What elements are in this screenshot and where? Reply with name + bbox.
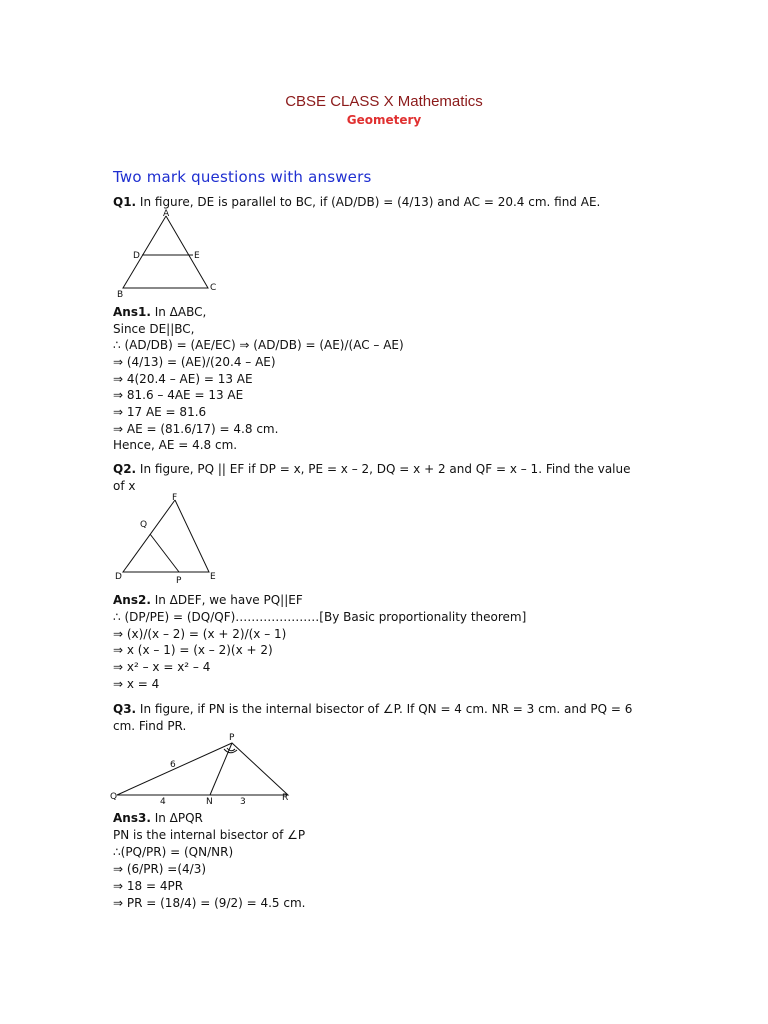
answer-3-intro: In ΔPQR — [150, 811, 203, 825]
triangle-def-outline — [123, 500, 209, 572]
label-e: E — [210, 572, 216, 582]
segment-pq — [150, 534, 179, 572]
answer-1-heading — [113, 304, 206, 321]
answer-2-line: ⇒ (x)/(x – 2) = (x + 2)/(x – 1) — [113, 627, 287, 641]
question-1-label: Q1. — [113, 195, 137, 209]
question-3-text: In figure, if PN is the internal bisector of ∠P. If QN = 4 cm. NR = 3 cm. and PQ = 6 cm. Find PR. — [113, 702, 633, 733]
label-q: Q — [140, 520, 148, 530]
answer-3-line: PN is the internal bisector of ∠P — [113, 828, 306, 842]
label-c: C — [210, 283, 217, 293]
label-q: Q — [110, 792, 118, 802]
answer-3-line: ⇒ (6/PR) =(4/3) — [113, 862, 207, 876]
label-six: 6 — [170, 760, 176, 770]
label-r: R — [282, 793, 289, 803]
label-d: D — [133, 251, 140, 261]
answer-1-line: Hence, AE = 4.8 cm. — [113, 438, 238, 452]
answer-2-line: ∴ (DP/PE) = (DQ/QF)…………………[By Basic proportionality theorem] — [113, 610, 527, 624]
answer-1-line: ⇒ 81.6 – 4AE = 13 AE — [113, 388, 244, 402]
document-title: CBSE CLASS X Mathematics — [285, 93, 483, 110]
answer-2-heading — [113, 592, 303, 609]
label-n: N — [206, 797, 213, 807]
answer-1-line: ∴ (AD/DB) = (AE/EC) ⇒ (AD/DB) = (AE)/(AC – AE) — [113, 338, 404, 352]
question-2 — [113, 461, 643, 495]
label-e: E — [194, 251, 200, 261]
angle-mark-p-inner — [227, 748, 235, 751]
answer-3-line: ∴(PQ/PR) = (QN/NR) — [113, 845, 234, 859]
figure-triangle-abc — [113, 208, 243, 300]
answer-1-line: Since DE||BC, — [113, 322, 195, 336]
section-heading: Two mark questions with answers — [113, 168, 372, 186]
triangle-pqr-outline — [117, 743, 288, 795]
document-subtitle: Geometery — [346, 113, 422, 127]
answer-1-label: Ans1. — [113, 305, 151, 319]
answer-3-label: Ans3. — [113, 811, 151, 825]
answer-2-line: ⇒ x² – x = x² – 4 — [113, 660, 211, 674]
answer-2-intro: In ΔDEF, we have PQ||EF — [150, 593, 303, 607]
label-three: 3 — [240, 797, 246, 807]
question-1-text: In figure, DE is parallel to BC, if (AD/DB) = (4/13) and AC = 20.4 cm. find AE. — [136, 195, 601, 209]
label-p: P — [176, 576, 182, 586]
answer-3-line: ⇒ PR = (18/4) = (9/2) = 4.5 cm. — [113, 896, 306, 910]
answer-2-line: ⇒ x (x – 1) = (x – 2)(x + 2) — [113, 643, 273, 657]
answer-1-line: ⇒ 17 AE = 81.6 — [113, 405, 207, 419]
label-d: D — [115, 572, 122, 582]
answer-3-heading — [113, 810, 203, 827]
question-2-text: In figure, PQ || EF if DP = x, PE = x – 2, DQ = x + 2 and QF = x – 1. Find the value of x — [113, 462, 631, 493]
bisector-pn — [210, 743, 232, 795]
label-p: P — [229, 733, 235, 743]
label-four: 4 — [160, 797, 166, 807]
label-f: F — [172, 493, 178, 503]
label-b: B — [117, 290, 124, 300]
answer-1-line: ⇒ 4(20.4 – AE) = 13 AE — [113, 372, 253, 386]
question-2-label: Q2. — [113, 462, 137, 476]
answer-1-intro: In ΔABC, — [150, 305, 207, 319]
answer-3-line: ⇒ 18 = 4PR — [113, 879, 184, 893]
answer-1-line: ⇒ AE = (81.6/17) = 4.8 cm. — [113, 422, 279, 436]
answer-2-label: Ans2. — [113, 593, 151, 607]
answer-1-line: ⇒ (4/13) = (AE)/(20.4 – AE) — [113, 355, 276, 369]
figure-triangle-def — [113, 492, 233, 587]
figure-triangle-pqr — [110, 730, 300, 808]
answer-2-line: ⇒ x = 4 — [113, 677, 160, 691]
question-3-label: Q3. — [113, 702, 137, 716]
label-a: A — [163, 209, 170, 219]
